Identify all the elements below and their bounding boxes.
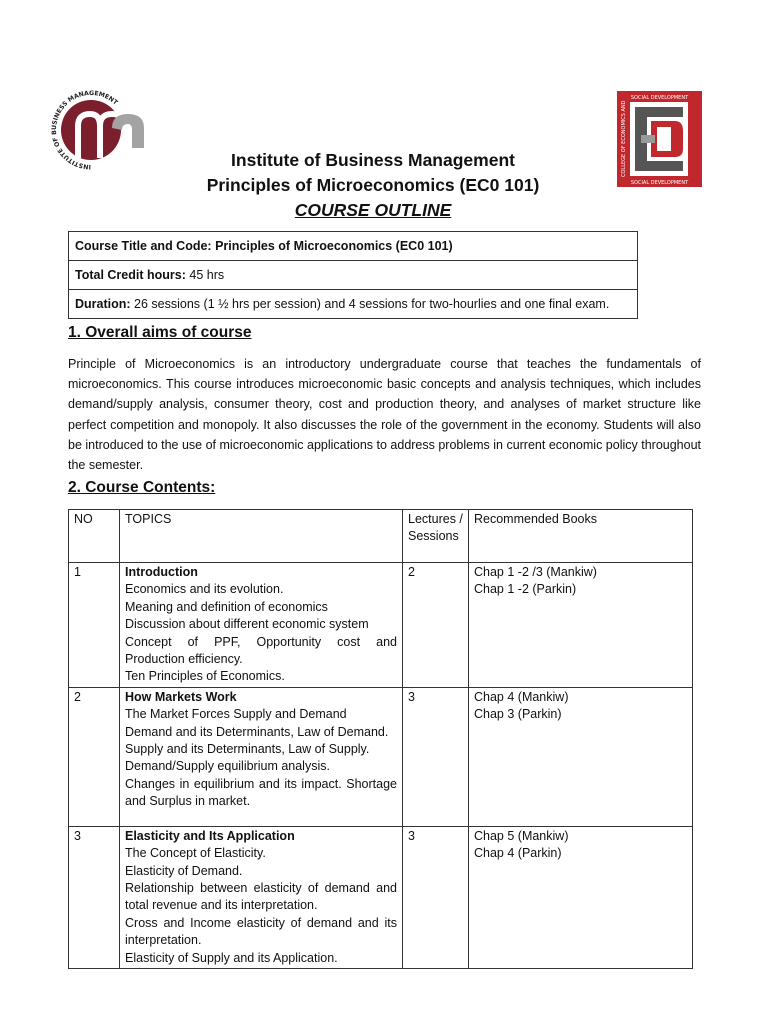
row-topics: [120, 826, 403, 968]
book-ref: Chap 1 -2 (Parkin): [474, 582, 577, 597]
course-outline-title: COURSE OUTLINE: [294, 200, 452, 220]
row-topics: [120, 687, 403, 826]
ced-side-text: COLLEGE OF ECONOMICS AND: [621, 100, 627, 177]
ced-bottom-text: SOCIAL DEVELOPMENT: [630, 180, 689, 186]
institute-name: Institute of Business Management: [231, 150, 515, 170]
row-books: [469, 687, 693, 826]
row-books: [469, 563, 693, 688]
info-row-credits: [69, 261, 638, 290]
table-row: [69, 687, 693, 826]
topic-line: Relationship between elasticity of demand and total revenue and its interpretation.: [125, 881, 397, 913]
col-header-topics: TOPICS: [120, 510, 403, 563]
contents-heading: 2. Course Contents:: [68, 479, 216, 496]
row-no: 2: [69, 687, 120, 826]
duration-value: 26 sessions (1 ½ hrs per session) and 4 sessions for two-hourlies and one final exam.: [134, 297, 610, 311]
topic-line: Meaning and definition of economics: [125, 599, 328, 614]
row-no: 3: [69, 826, 120, 968]
row-no: 1: [69, 563, 120, 688]
topic-line: Demand/Supply equilibrium analysis.: [125, 759, 330, 774]
book-ref: Chap 3 (Parkin): [474, 707, 562, 722]
col-header-books: Recommended Books: [469, 510, 693, 563]
ced-top-text: SOCIAL DEVELOPMENT: [630, 95, 689, 101]
table-row: [69, 563, 693, 688]
topic-line: The Market Forces Supply and Demand: [125, 707, 347, 722]
ced-logo: [617, 91, 702, 187]
row-books: [469, 826, 693, 968]
row-sessions: 3: [403, 826, 469, 968]
topic-title: How Markets Work: [125, 689, 237, 704]
credit-value: 45 hrs: [189, 268, 225, 282]
topic-line: Elasticity of Demand.: [125, 863, 243, 878]
row-topics: [120, 563, 403, 688]
info-row-title: [69, 232, 638, 261]
topic-line: Changes in equilibrium and its impact. Shortage and Surplus in market.: [125, 776, 397, 809]
topic-line: Economics and its evolution.: [125, 582, 284, 597]
course-contents-table: [68, 509, 693, 969]
duration-label: Duration:: [75, 297, 131, 311]
ibm-logo-ring-text: INSTITUTE OF BUSINESS MANAGEMENT: [50, 89, 119, 171]
row-sessions: 2: [403, 563, 469, 688]
topic-title: Elasticity and Its Application: [125, 828, 295, 843]
col-header-lectures: Lectures / Sessions: [403, 510, 469, 563]
topic-title: Introduction: [125, 565, 198, 579]
book-ref: Chap 4 (Mankiw): [474, 689, 569, 704]
book-ref: Chap 4 (Parkin): [474, 846, 562, 861]
topic-line: Cross and Income elasticity of demand and its interpretation.: [125, 915, 397, 948]
topic-line: Elasticity of Supply and its Application.: [125, 950, 338, 965]
topic-line: Supply and its Determinants, Law of Supply.: [125, 742, 370, 757]
aims-heading: 1. Overall aims of course: [68, 324, 252, 341]
col-header-no: NO: [69, 510, 120, 563]
title-block: [120, 148, 626, 223]
course-info-box: [68, 231, 638, 319]
info-row-duration: [69, 290, 638, 319]
table-row: [69, 826, 693, 968]
topic-line: Concept of PPF, Opportunity cost and Production efficiency.: [125, 634, 397, 667]
topic-line: Demand and its Determinants, Law of Demand.: [125, 724, 389, 739]
topic-line: Discussion about different economic system: [125, 617, 369, 632]
row-sessions: 3: [403, 687, 469, 826]
book-ref: Chap 1 -2 /3 (Mankiw): [474, 565, 597, 579]
title-label: Course Title and Code:: [75, 239, 212, 253]
table-header-row: [69, 510, 693, 563]
topic-line: The Concept of Elasticity.: [125, 846, 266, 861]
credit-label: Total Credit hours:: [75, 268, 186, 282]
aims-paragraph: Principle of Microeconomics is an introductory undergraduate course that teaches the fundamentals of microeconomics. This course introduces microeconomic basic concepts and analysis techniques, which includes demand/supply analysis, consumer theory, cost and production theory, and analyses of market structure like perfect competition and monopoly. It also discusses the role of the government in the economy. Students will also be introduced to the use of microeconomic applications to address problems in current economic policy throughout the semester.: [68, 357, 701, 473]
topic-line: Ten Principles of Economics.: [125, 669, 285, 684]
title-value: Principles of Microeconomics (EC0 101): [215, 239, 453, 253]
book-ref: Chap 5 (Mankiw): [474, 828, 569, 843]
course-name: Principles of Microeconomics (EC0 101): [206, 175, 540, 195]
